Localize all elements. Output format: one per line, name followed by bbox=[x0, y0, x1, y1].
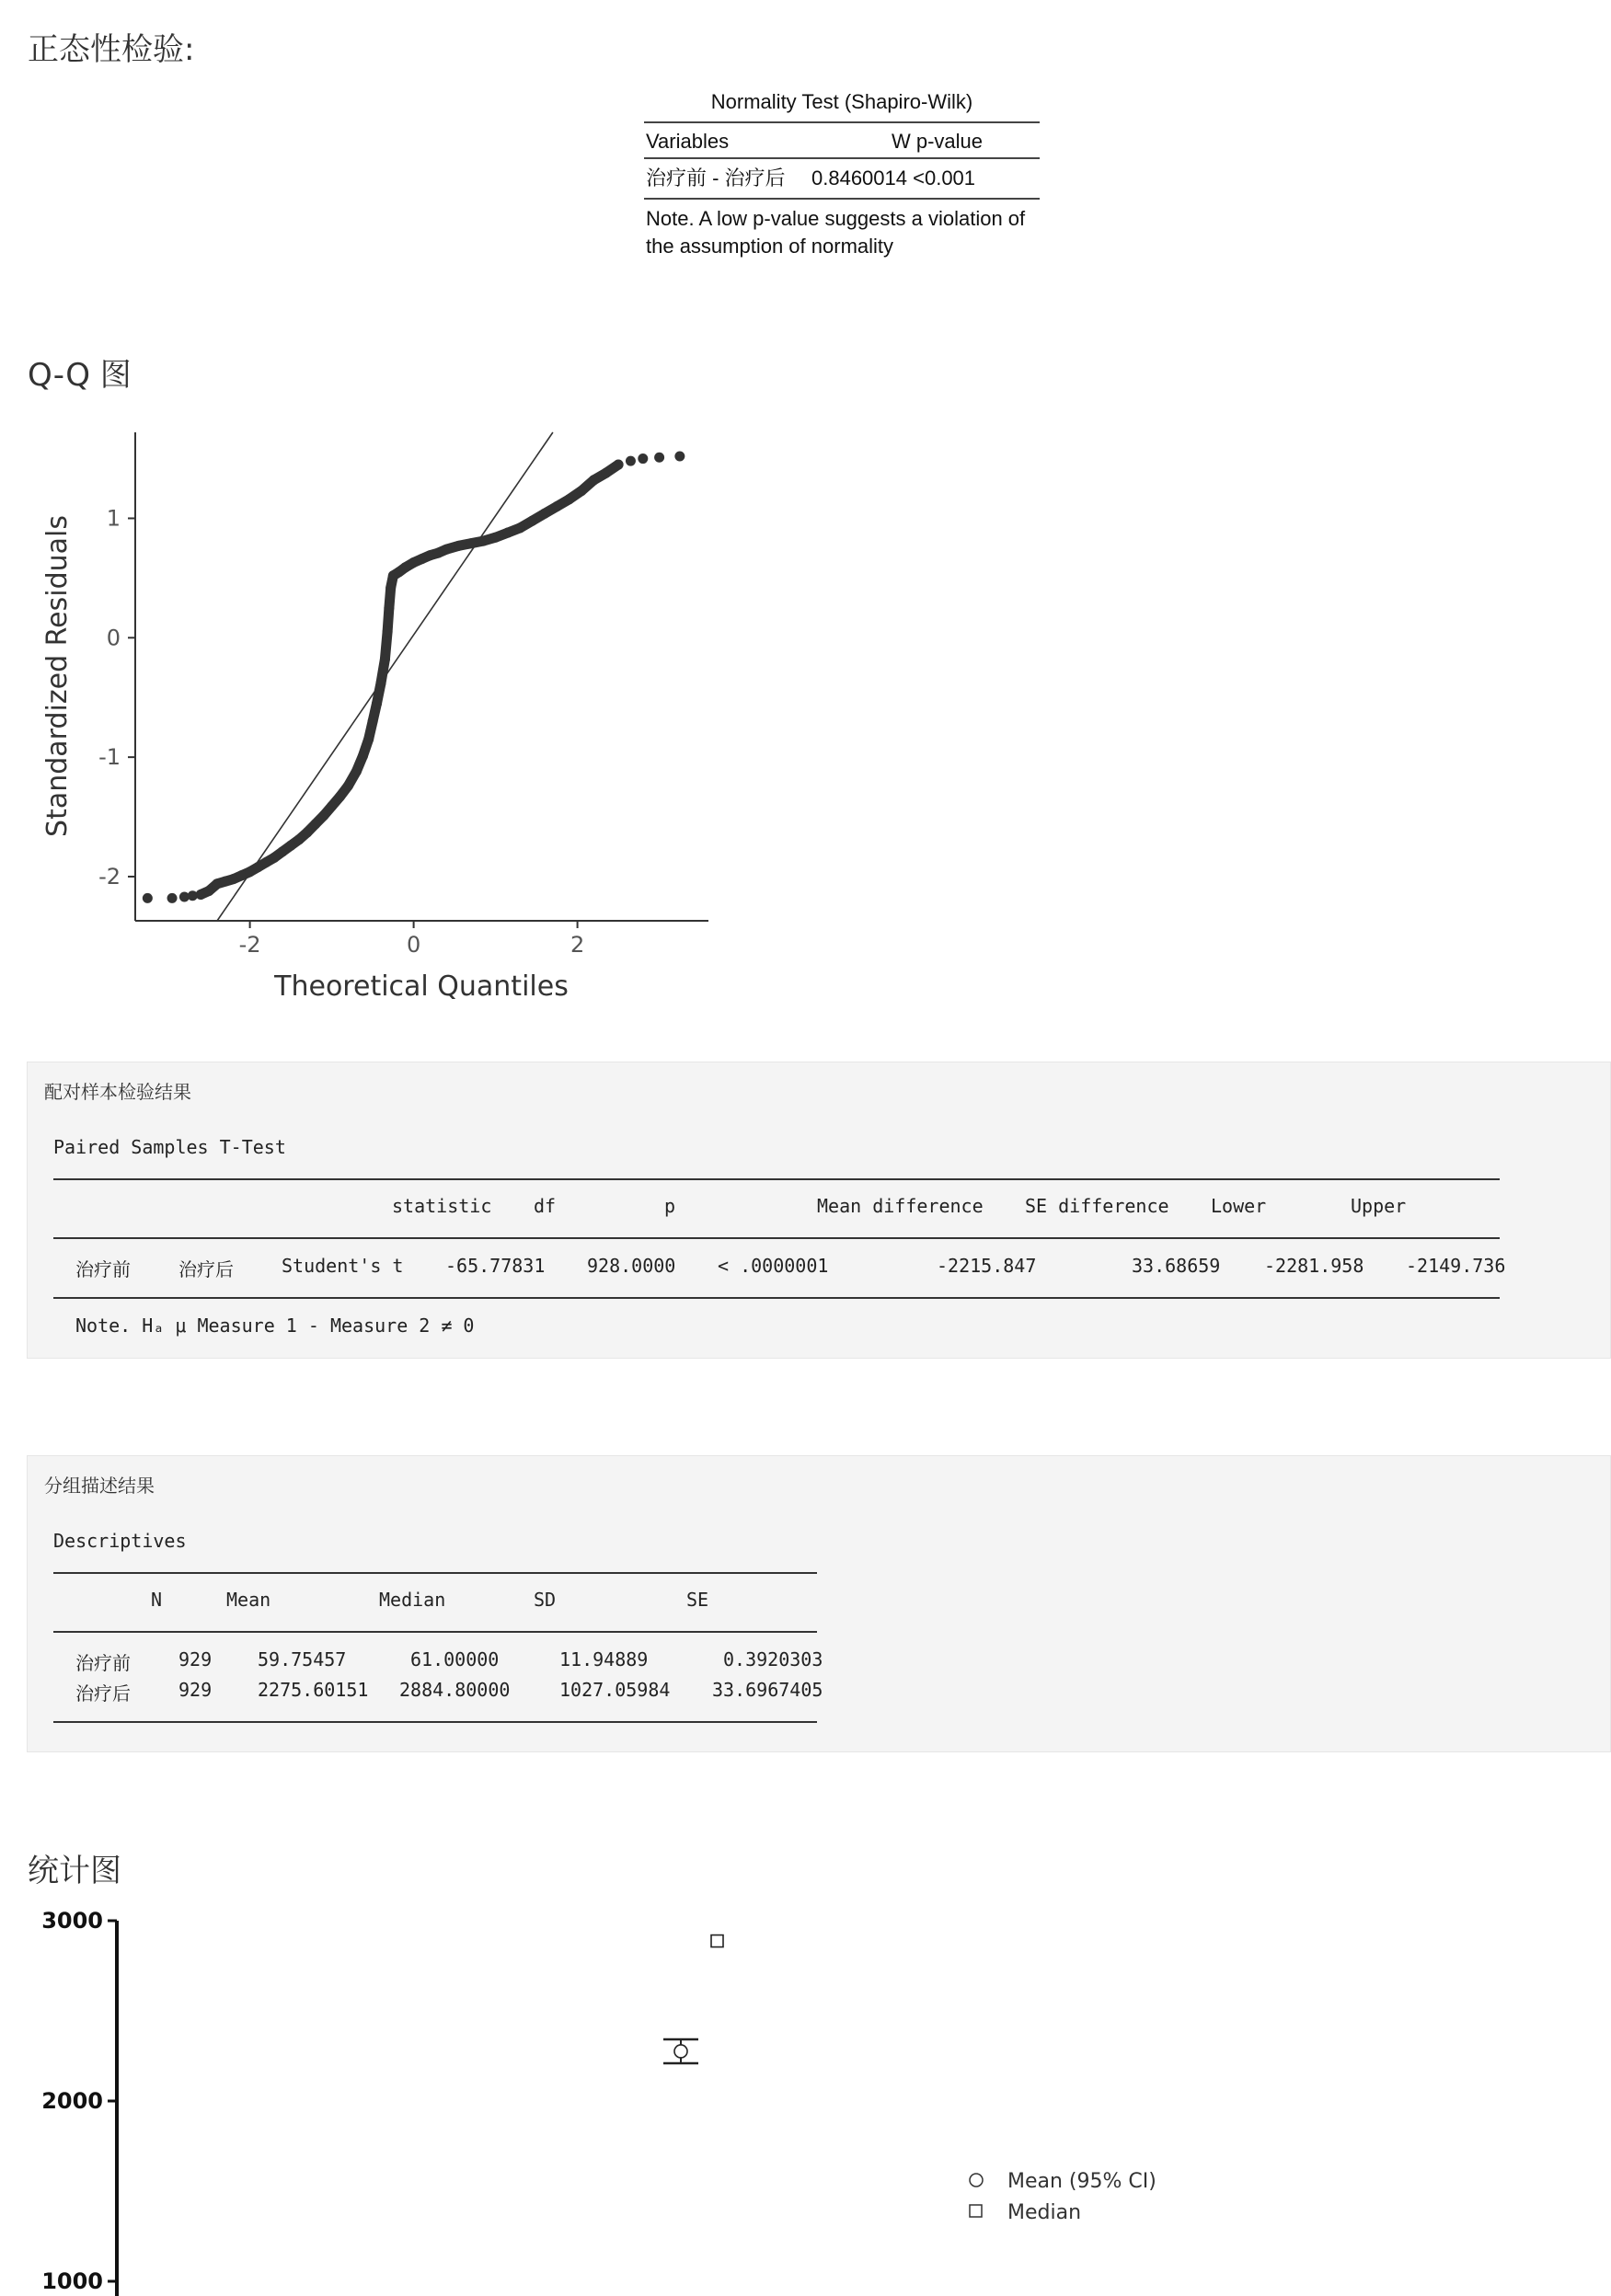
row-variable: 治疗前 - 治疗后 bbox=[646, 166, 786, 189]
normality-table-row bbox=[644, 159, 1040, 198]
ttest-header-mean-diff: Mean difference bbox=[817, 1195, 984, 1217]
desc-row2-se: 33.6967405 bbox=[712, 1679, 823, 1701]
normality-table bbox=[644, 90, 1040, 266]
stat-y-tick-label: 2000 bbox=[41, 2088, 103, 2114]
qq-point bbox=[601, 468, 611, 478]
ttest-header-statistic: statistic bbox=[392, 1195, 492, 1217]
qq-section-title: Q-Q 图 bbox=[28, 357, 132, 394]
qq-point bbox=[270, 853, 280, 863]
qq-point bbox=[278, 846, 288, 856]
qq-point bbox=[626, 456, 636, 466]
stat-median-marker bbox=[711, 1935, 723, 1947]
qq-point bbox=[363, 734, 374, 744]
normality-table-title: Normality Test (Shapiro-Wilk) bbox=[710, 90, 973, 113]
desc-row1-label: 治疗前 bbox=[75, 1652, 131, 1674]
ttest-cell-upper: -2149.736 bbox=[1406, 1255, 1506, 1277]
qq-point bbox=[502, 528, 512, 538]
qq-point bbox=[564, 494, 574, 504]
ttest-title: Paired Samples T-Test bbox=[53, 1136, 286, 1158]
desc-row1-median: 61.00000 bbox=[410, 1648, 500, 1670]
row-w: 0.8460014 bbox=[811, 166, 907, 189]
qq-x-tick-label: 0 bbox=[406, 932, 421, 958]
legend-mean-marker bbox=[970, 2174, 983, 2187]
qq-point bbox=[380, 654, 390, 664]
qq-point bbox=[327, 801, 337, 811]
ttest-cell-mean-diff: -2215.847 bbox=[937, 1255, 1037, 1277]
legend-median-label: Median bbox=[1007, 2201, 1082, 2224]
ttest-cell-statistic: -65.77831 bbox=[445, 1255, 546, 1277]
qq-point bbox=[384, 603, 394, 613]
qq-point bbox=[343, 781, 353, 791]
ttest-header-se-diff: SE difference bbox=[1025, 1195, 1169, 1217]
desc-row2-sd: 1027.05984 bbox=[559, 1679, 671, 1701]
qq-point bbox=[383, 626, 393, 637]
ttest-header-lower: Lower bbox=[1211, 1195, 1267, 1217]
qq-point bbox=[294, 834, 305, 844]
ttest-cell-df: 928.0000 bbox=[587, 1255, 676, 1277]
desc-row1-sd: 11.94889 bbox=[559, 1648, 649, 1670]
qq-point bbox=[466, 538, 476, 548]
ttest-header-df: df bbox=[534, 1195, 557, 1217]
row-p: <0.001 bbox=[913, 166, 976, 189]
qq-y-tick-label: -1 bbox=[98, 744, 121, 771]
qq-y-tick-label: -2 bbox=[98, 863, 121, 890]
qq-point bbox=[302, 827, 312, 837]
legend-median-marker bbox=[970, 2205, 982, 2217]
stat-y-tick-label: 1000 bbox=[41, 2268, 103, 2294]
qq-point bbox=[589, 475, 599, 485]
desc-header-se: SE bbox=[686, 1589, 709, 1611]
desc-row2-median: 2884.80000 bbox=[399, 1679, 511, 1701]
qq-point bbox=[358, 751, 368, 761]
qq-point bbox=[540, 509, 550, 519]
normality-table-header bbox=[644, 123, 1040, 157]
ttest-cell-p: < .0000001 bbox=[718, 1255, 829, 1277]
desc-row2-label: 治疗后 bbox=[75, 1682, 131, 1705]
stat-y-tick-label: 3000 bbox=[41, 1908, 103, 1934]
qq-point-band bbox=[201, 465, 618, 894]
desc-row1-se: 0.3920303 bbox=[723, 1648, 823, 1670]
desc-title: Descriptives bbox=[53, 1530, 187, 1552]
ttest-note: Note. Hₐ μ Measure 1 - Measure 2 ≠ 0 bbox=[75, 1314, 475, 1337]
ttest-header-p: p bbox=[664, 1195, 676, 1217]
qq-point bbox=[527, 516, 537, 526]
desc-rule-top bbox=[53, 1572, 817, 1574]
ttest-cell-m1: 治疗前 bbox=[75, 1258, 131, 1280]
qq-point bbox=[614, 460, 624, 470]
qq-xlabel: Theoretical Quantiles bbox=[274, 970, 569, 1003]
ttest-output-box bbox=[27, 1062, 1611, 1359]
desc-rule-bottom bbox=[53, 1721, 817, 1723]
desc-row1-n: 929 bbox=[178, 1648, 213, 1670]
qq-point bbox=[654, 453, 664, 463]
qq-point bbox=[143, 893, 153, 903]
col-variables-header: Variables bbox=[646, 130, 730, 153]
row-values bbox=[811, 166, 975, 190]
desc-rule-mid bbox=[53, 1631, 817, 1633]
qq-x-tick-label: 2 bbox=[570, 932, 585, 958]
ttest-cell-test: Student's t bbox=[282, 1255, 404, 1277]
desc-output-box bbox=[27, 1455, 1611, 1752]
qq-point bbox=[310, 819, 320, 829]
stat-mean-marker bbox=[674, 2045, 687, 2058]
ttest-caption: 配对样本检验结果 bbox=[44, 1081, 191, 1103]
qq-point bbox=[372, 698, 382, 708]
qq-point bbox=[351, 766, 362, 776]
ttest-header-upper: Upper bbox=[1351, 1195, 1407, 1217]
ttest-rule-mid bbox=[53, 1237, 1500, 1239]
qq-y-tick-label: 1 bbox=[106, 505, 121, 532]
qq-x-tick-label: -2 bbox=[238, 932, 261, 958]
legend-mean-label: Mean (95% CI) bbox=[1007, 2170, 1156, 2193]
stat-legend bbox=[970, 2170, 1156, 2224]
ttest-rule-top bbox=[53, 1178, 1500, 1180]
ttest-rule-bottom bbox=[53, 1297, 1500, 1299]
qq-point bbox=[376, 678, 386, 688]
ttest-cell-m2: 治疗后 bbox=[178, 1258, 234, 1280]
qq-point bbox=[552, 501, 562, 511]
qq-point bbox=[454, 541, 464, 551]
ttest-cell-lower: -2281.958 bbox=[1264, 1255, 1364, 1277]
desc-caption: 分组描述结果 bbox=[44, 1475, 155, 1497]
qq-point bbox=[638, 453, 648, 464]
qq-point bbox=[286, 841, 296, 851]
desc-header-mean: Mean bbox=[226, 1589, 271, 1611]
stat-plot bbox=[0, 1895, 1611, 2296]
qq-point bbox=[515, 522, 525, 533]
qq-point bbox=[368, 717, 378, 727]
desc-row1-mean: 59.75457 bbox=[258, 1648, 347, 1670]
qq-point bbox=[577, 486, 587, 496]
stat-section-title: 统计图 bbox=[28, 1853, 121, 1889]
qq-point bbox=[385, 582, 396, 592]
qq-plot bbox=[37, 423, 736, 1012]
qq-point bbox=[335, 791, 345, 801]
qq-point bbox=[204, 886, 214, 896]
desc-header-median: Median bbox=[379, 1589, 446, 1611]
normality-section-title: 正态性检验: bbox=[28, 31, 195, 68]
ttest-cell-se-diff: 33.68659 bbox=[1132, 1255, 1221, 1277]
desc-header-sd: SD bbox=[534, 1589, 557, 1611]
desc-row2-mean: 2275.60151 bbox=[258, 1679, 369, 1701]
normality-note: Note. A low p-value suggests a violation of the assumption of normality bbox=[646, 207, 1026, 258]
col-wp-header: W p-value bbox=[891, 130, 983, 153]
qq-point bbox=[318, 810, 328, 821]
desc-row2-n: 929 bbox=[178, 1679, 213, 1701]
qq-y-tick-label: 0 bbox=[106, 625, 121, 651]
qq-point bbox=[478, 536, 489, 546]
qq-point bbox=[167, 893, 178, 903]
qq-point bbox=[490, 533, 501, 543]
desc-header-n: N bbox=[151, 1589, 163, 1611]
qq-point bbox=[442, 545, 452, 555]
qq-point bbox=[674, 451, 685, 461]
qq-ylabel: Standardized Residuals bbox=[41, 515, 74, 837]
